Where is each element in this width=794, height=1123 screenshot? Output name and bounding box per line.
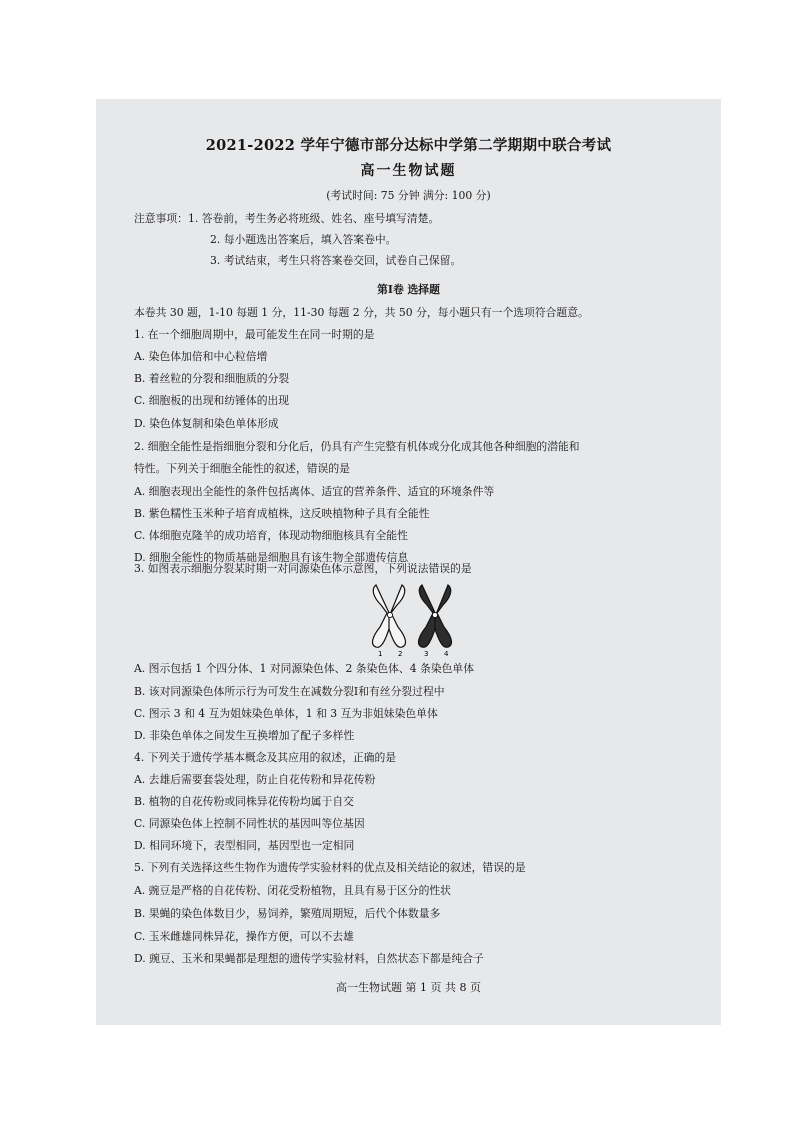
question-5-option-b: B. 果蝇的染色体数目少，易饲养，繁殖周期短，后代个体数量多	[134, 907, 441, 920]
question-3-option-c: C. 图示 3 和 4 互为姐妹染色单体，1 和 3 互为非姐妹染色单体	[134, 707, 438, 720]
chromatid-label-2: 2	[398, 650, 403, 657]
question-1-option-b: B. 着丝粒的分裂和细胞质的分裂	[134, 372, 290, 385]
exam-title: 2021-2022 学年宁德市部分达标中学第二学期期中联合考试	[205, 137, 612, 154]
notes-line-1: 注意事项：1. 答卷前，考生务必将班级、姓名、座号填写清楚。	[134, 212, 440, 225]
question-3-option-d: D. 非染色单体之间发生互换增加了配子多样性	[134, 729, 355, 742]
question-2-option-d: D. 细胞全能性的物质基础是细胞具有该生物全部遗传信息	[134, 551, 409, 564]
question-3-stem: 3. 如图表示细胞分裂某时期一对同源染色体示意图，下列说法错误的是	[134, 562, 472, 575]
section-instructions: 本卷共 30 题，1-10 每题 1 分，11-30 每题 2 分，共 50 分，每小题只有一个选项符合题意。	[134, 306, 589, 319]
question-5-option-c: C. 玉米雌雄同株异花，操作方便，可以不去雄	[134, 930, 354, 943]
dark-centromere	[432, 612, 437, 617]
question-4-option-a: A. 去雄后需要套袋处理，防止自花传粉和异花传粉	[134, 773, 376, 786]
question-5-option-a: A. 豌豆是严格的自花传粉、闭花受粉植物，且具有易于区分的性状	[134, 884, 451, 897]
question-2-option-b: B. 紫色糯性玉米种子培育成植株，这反映植物种子具有全能性	[134, 507, 430, 520]
question-2-stem-line-1: 2. 细胞全能性是指细胞分裂和分化后，仍具有产生完整有机体或分化成其他各种细胞的潜能和	[134, 440, 580, 453]
question-3-option-b: B. 该对同源染色体所示行为可发生在减数分裂Ⅰ和有丝分裂过程中	[134, 685, 445, 698]
question-4-option-b: B. 植物的自花传粉或同株异花传粉均属于自交	[134, 795, 354, 808]
question-1-option-a: A. 染色体加倍和中心粒倍增	[134, 350, 268, 363]
question-4-option-c: C. 同源染色体上控制不同性状的基因叫等位基因	[134, 817, 365, 830]
question-3-option-a: A. 图示包括 1 个四分体、1 对同源染色体、2 条染色体、4 条染色单体	[134, 662, 475, 675]
homologous-chromosome-figure	[368, 581, 458, 657]
question-5-option-d: D. 豌豆、玉米和果蝇都是理想的遗传学实验材料，自然状态下都是纯合子	[134, 952, 484, 965]
question-1-stem: 1. 在一个细胞周期中，最可能发生在同一时期的是	[134, 328, 375, 341]
paper-subtitle: 高一生物试题	[360, 163, 457, 179]
question-2-option-a: A. 细胞表现出全能性的条件包括离体、适宜的营养条件、适宜的环境条件等	[134, 485, 495, 498]
exam-paper	[96, 99, 721, 1025]
chromatid-label-1: 1	[378, 650, 383, 657]
question-1-option-d: D. 染色体复制和染色单体形成	[134, 417, 279, 430]
question-2-stem-line-2: 特性。下列关于细胞全能性的叙述，错误的是	[134, 462, 350, 475]
white-centromere	[387, 612, 392, 617]
notes-line-3: 3. 考试结束，考生只将答案卷交回，试卷自己保留。	[210, 254, 462, 267]
question-2-option-c: C. 体细胞克隆羊的成功培育，体现动物细胞核具有全能性	[134, 529, 408, 542]
question-4-stem: 4. 下列关于遗传学基本概念及其应用的叙述，正确的是	[134, 751, 397, 764]
section-title: 第Ⅰ卷 选择题	[377, 283, 440, 296]
question-4-option-d: D. 相同环境下，表型相同，基因型也一定相同	[134, 839, 355, 852]
page-footer: 高一生物试题 第 1 页 共 8 页	[336, 981, 481, 994]
chromatid-label-4: 4	[444, 650, 449, 657]
chromatid-label-3: 3	[424, 650, 429, 657]
question-5-stem: 5. 下列有关选择这些生物作为遗传学实验材料的优点及相关结论的叙述，错误的是	[134, 861, 526, 874]
notes-line-2: 2. 每小题选出答案后，填入答案卷中。	[210, 233, 397, 246]
exam-info: (考试时间: 75 分钟 满分: 100 分)	[326, 189, 491, 202]
question-1-option-c: C. 细胞板的出现和纺锤体的出现	[134, 394, 290, 407]
